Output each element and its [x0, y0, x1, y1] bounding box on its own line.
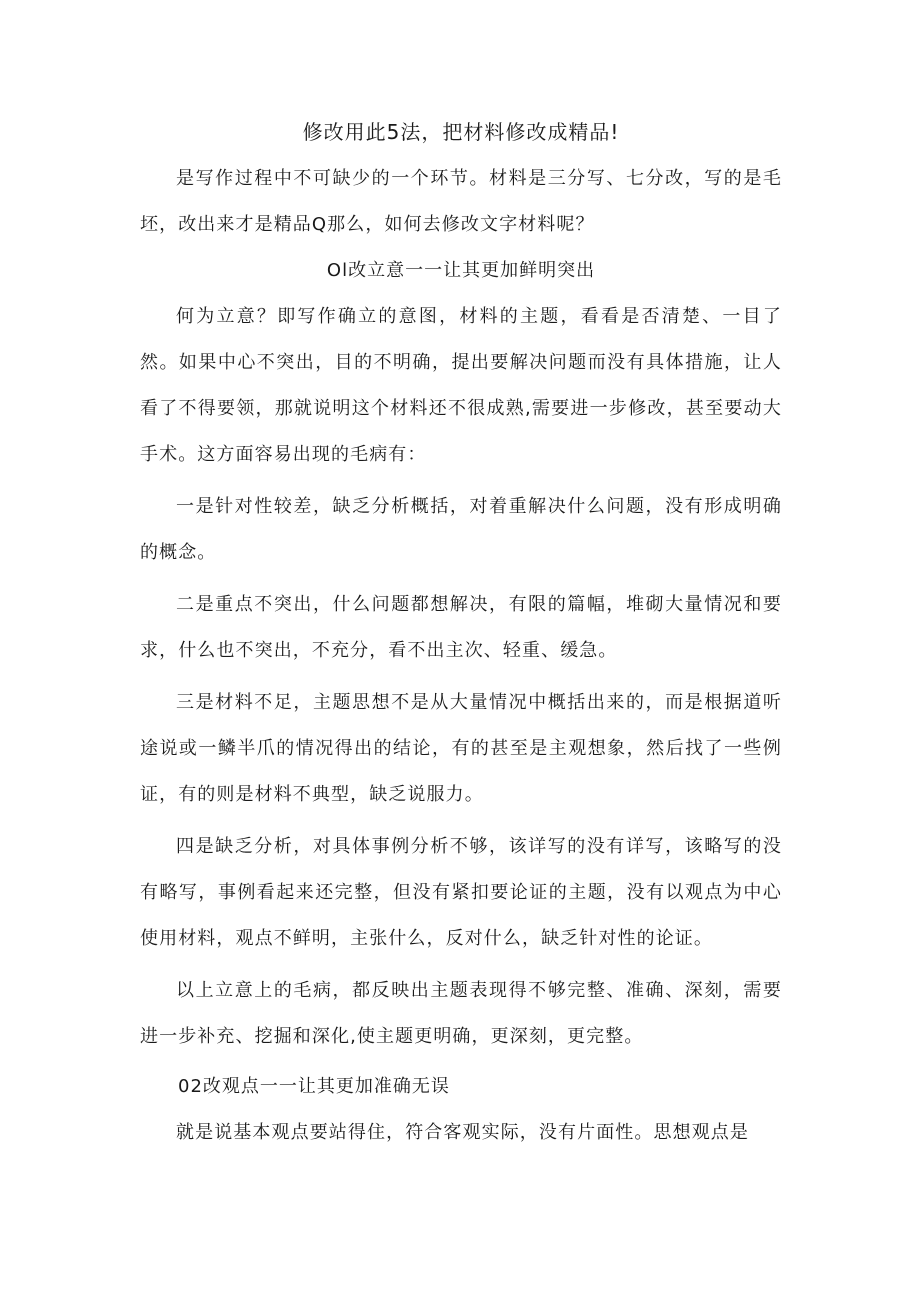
document-title: 修改用此5法，把材料修改成精品! [302, 120, 620, 144]
section-1-paragraph-6: 以上立意上的毛病，都反映出主题表现得不够完整、准确、深刻，需要进一步补充、挖掘和深化,使主题更明确，更深刻，更完整。 [140, 980, 782, 1047]
section-2-paragraph-1: 就是说基本观点要站得住，符合客观实际，没有片面性。思想观点是 [176, 1122, 749, 1143]
section-1-paragraph-2: 一是针对性较差，缺乏分析概括，对着重解决什么问题，没有形成明确的概念。 [140, 496, 782, 563]
intro-paragraph: 是写作过程中不可缺少的一个环节。材料是三分写、七分改，写的是毛坯，改出来才是精品Q那么，如何去修改文字材料呢？ [140, 168, 782, 235]
document-body [140, 112, 782, 1156]
section-2-heading: 02改观点一一让其更加准确无误 [178, 1076, 450, 1097]
section-1-heading: Ol改立意一一让其更加鲜明突出 [326, 260, 596, 281]
section-1-paragraph-4: 三是材料不足，主题思想不是从大量情况中概括出来的，而是根据道听途说或一鳞半爪的情况得出的结论，有的甚至是主观想象，然后找了一些例证，有的则是材料不典型，缺乏说服力。 [140, 692, 782, 805]
section-1-paragraph-3: 二是重点不突出，什么问题都想解决，有限的篇幅，堆砌大量情况和要求，什么也不突出，不充分，看不出主次、轻重、缓急。 [140, 594, 782, 661]
section-1-paragraph-1: 何为立意？即写作确立的意图，材料的主题，看看是否清楚、一目了然。如果中心不突出，目的不明确，提出要解决问题而没有具体措施，让人看了不得要领，那就说明这个材料还不很成熟,需要进一步修改，甚至要动大手术。这方面容易出现的毛病有： [140, 306, 782, 465]
section-1-paragraph-5: 四是缺乏分析，对具体事例分析不够，该详写的没有详写，该略写的没有略写，事例看起来还完整，但没有紧扣要论证的主题，没有以观点为中心使用材料，观点不鲜明，主张什么，反对什么，缺乏针对性的论证。 [140, 836, 782, 949]
